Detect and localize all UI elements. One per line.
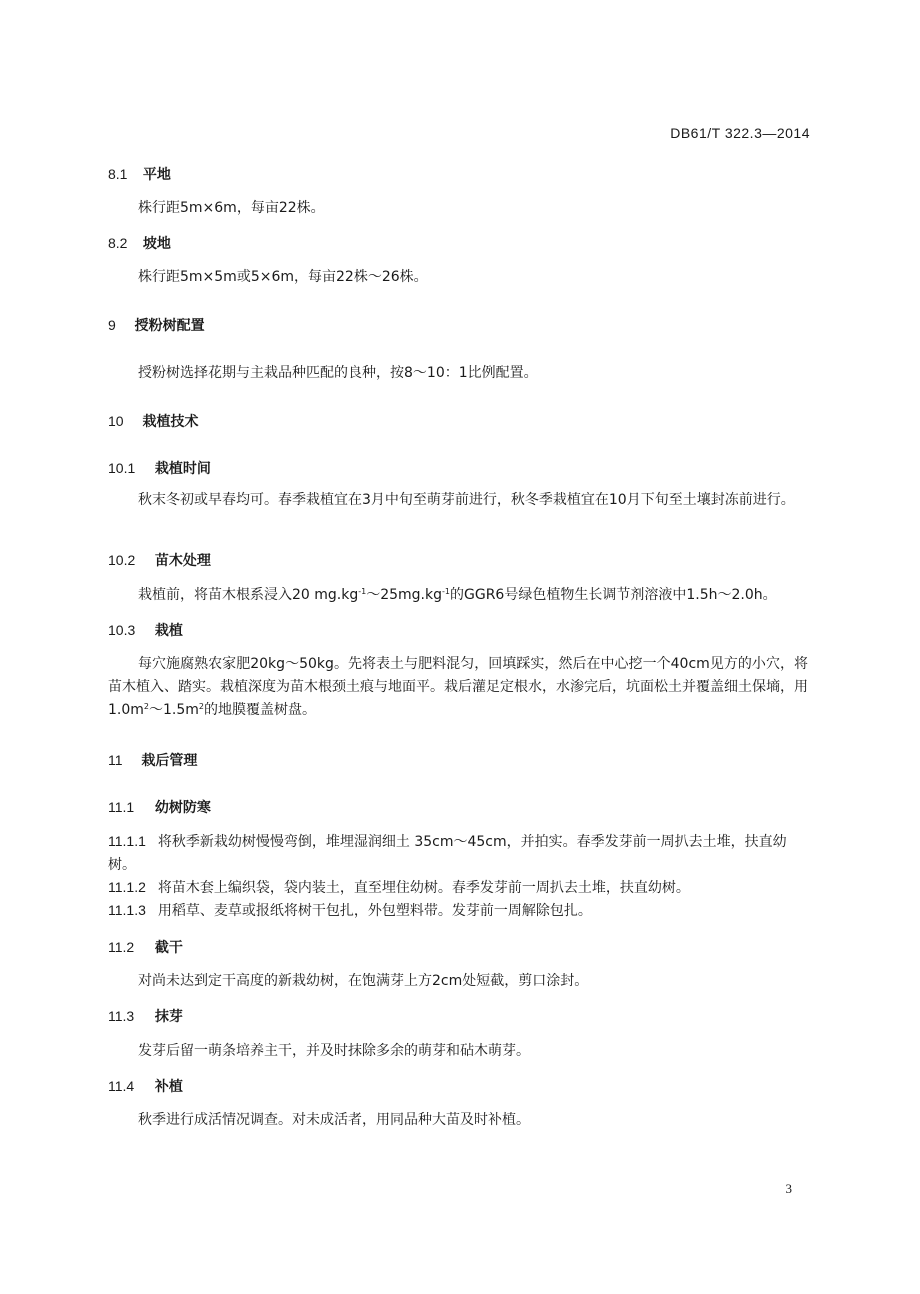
section-title: 坡地 <box>142 236 171 252</box>
section-number: 11.3 <box>108 1008 135 1024</box>
clause-11-1-2 <box>108 876 808 900</box>
heading-11-2 <box>108 937 183 957</box>
clause-number: 11.1.1 <box>108 833 146 849</box>
section-number: 10.3 <box>108 622 136 638</box>
section-title: 幼树防寒 <box>154 800 211 816</box>
section-title: 栽植技术 <box>142 414 199 430</box>
paragraph-10-2 <box>108 584 808 607</box>
heading-10 <box>108 411 198 431</box>
paragraph-11-3: 发芽后留一萌条培养主干，并及时抹除多余的萌芽和砧木萌芽。 <box>138 1043 530 1059</box>
section-title: 栽植 <box>154 623 183 639</box>
section-number: 10.2 <box>108 552 136 568</box>
heading-11-4 <box>108 1076 183 1096</box>
superscript: -1 <box>442 587 450 596</box>
clause-text: 用稻草、麦草或报纸将树干包扎，外包塑料带。发芽前一周解除包扎。 <box>157 903 592 919</box>
paragraph-10-1: 秋末冬初或早春均可。春季栽植宜在3月中旬至萌芽前进行，秋冬季栽植宜在10月下旬至土壤封冻前进行。 <box>138 492 795 508</box>
section-title: 栽植时间 <box>154 461 211 477</box>
superscript: 2 <box>198 702 204 711</box>
section-title: 平地 <box>142 167 171 183</box>
section-number: 10.1 <box>108 460 136 476</box>
standard-code: DB61/T 322.3—2014 <box>670 125 810 141</box>
page-number: 3 <box>785 1181 792 1196</box>
section-title: 补植 <box>154 1079 183 1095</box>
section-number: 11 <box>108 752 123 768</box>
heading-10-2 <box>108 550 211 570</box>
section-number: 11.1 <box>108 799 135 815</box>
section-title: 授粉树配置 <box>134 318 205 334</box>
clause-11-1-1 <box>108 830 808 877</box>
heading-10-1 <box>108 458 211 478</box>
clause-number: 11.1.3 <box>108 902 146 918</box>
section-number: 8.2 <box>108 235 128 251</box>
section-number: 8.1 <box>108 166 128 182</box>
heading-8-2 <box>108 233 171 253</box>
section-title: 栽后管理 <box>141 753 198 769</box>
section-title: 苗木处理 <box>154 553 211 569</box>
paragraph-9: 授粉树选择花期与主栽品种匹配的良种，按8～10：1比例配置。 <box>138 365 538 381</box>
paragraph-8-2: 株行距5m×5m或5×6m，每亩22株～26株。 <box>138 269 428 285</box>
clause-text: 将苗木套上编织袋，袋内装土，直至埋住幼树。春季发芽前一周扒去土堆，扶直幼树。 <box>157 880 690 896</box>
heading-11-3 <box>108 1006 183 1026</box>
paragraph-10-3 <box>108 653 808 722</box>
paragraph-11-2: 对尚未达到定干高度的新栽幼树，在饱满芽上方2cm处短截，剪口涂封。 <box>138 973 589 989</box>
section-title: 抹芽 <box>154 1009 183 1025</box>
text-part: 栽植前，将苗木根系浸入20 mg.kg <box>138 587 359 603</box>
heading-11 <box>108 750 197 770</box>
section-number: 10 <box>108 413 124 429</box>
clause-11-1-3 <box>108 899 808 923</box>
section-number: 11.4 <box>108 1078 135 1094</box>
superscript: 2 <box>143 702 149 711</box>
heading-11-1 <box>108 797 211 817</box>
clause-text: 将秋季新栽幼树慢慢弯倒，堆埋湿润细土 35cm～45cm，并拍实。春季发芽前一周扒去土堆，扶直幼树。 <box>108 834 787 873</box>
text-part: 每穴施腐熟农家肥20kg～50kg。先将表土与肥料混匀，回填踩实，然后在中心挖一个40cm见方的小穴，将苗木植入、踏实。栽植深度为苗木根颈土痕与地面平。栽后灌足定根水，水渗完后，坑面松土并覆盖细土保墒，用1.0m <box>108 656 808 718</box>
heading-10-3 <box>108 620 183 640</box>
heading-8-1 <box>108 164 171 184</box>
section-number: 11.2 <box>108 939 135 955</box>
section-title: 截干 <box>154 940 183 956</box>
section-number: 9 <box>108 317 116 333</box>
text-part: ～25mg.kg <box>366 587 443 603</box>
superscript: -1 <box>358 587 367 596</box>
paragraph-8-1: 株行距5m×6m，每亩22株。 <box>138 200 325 216</box>
text-part: 的GGR6号绿色植物生长调节剂溶液中1.5h～2.0h。 <box>450 587 777 603</box>
text-part: ～1.5m <box>149 702 199 718</box>
text-part: 的地膜覆盖树盘。 <box>204 702 316 718</box>
clause-number: 11.1.2 <box>108 879 146 895</box>
paragraph-11-4: 秋季进行成活情况调查。对未成活者，用同品种大苗及时补植。 <box>138 1112 530 1128</box>
heading-9 <box>108 315 205 335</box>
